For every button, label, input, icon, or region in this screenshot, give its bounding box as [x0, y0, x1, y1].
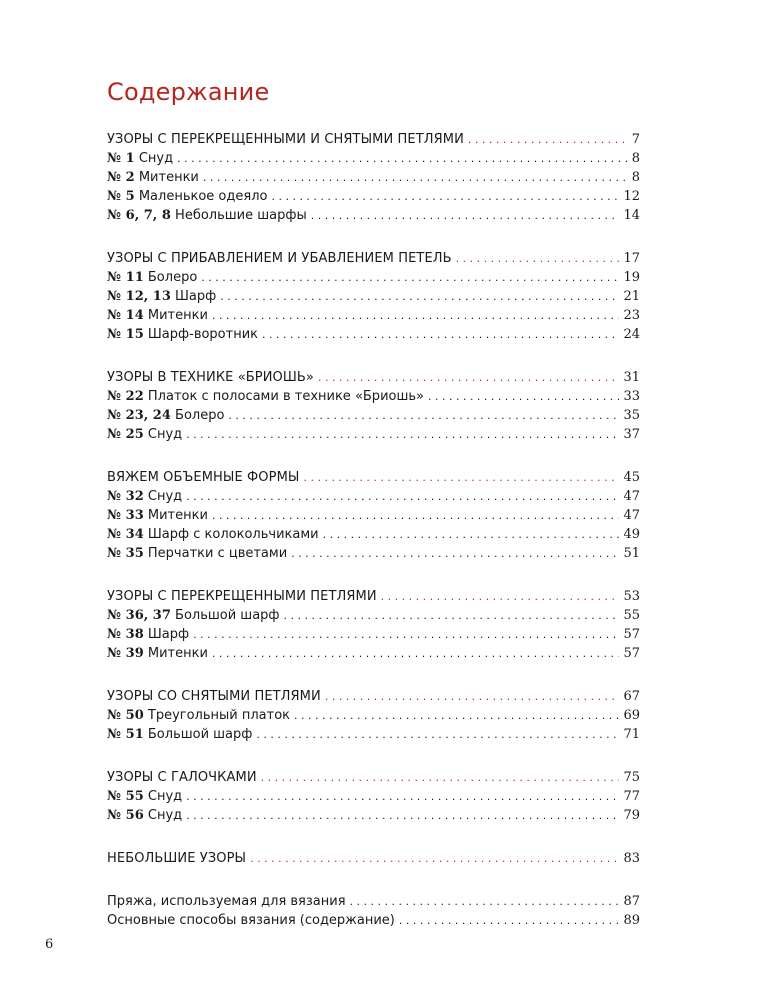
toc-entry[interactable]: [107, 306, 640, 325]
page-ref: 45: [623, 470, 640, 485]
page-number: 6: [45, 937, 54, 952]
toc-entry[interactable]: [107, 706, 640, 725]
dot-leader: [381, 587, 620, 606]
entry-label: Шарф-воротник: [147, 327, 259, 342]
entry-label: Шарф: [175, 289, 217, 304]
entry-title: [107, 606, 280, 625]
toc-entry[interactable]: [107, 168, 640, 187]
toc-section: [107, 130, 640, 225]
entry-label: Платок с полосами в технике «Бриошь»: [147, 389, 424, 404]
pattern-number: № 35: [107, 546, 144, 561]
toc-section-heading[interactable]: [107, 130, 640, 149]
pattern-number: № 38: [107, 627, 144, 642]
page-ref: 14: [623, 208, 640, 223]
toc-entry[interactable]: [107, 425, 640, 444]
entry-label: Митенки: [147, 646, 208, 661]
toc-entry[interactable]: [107, 606, 640, 625]
entry-label: УЗОРЫ С ПЕРЕКРЕЩЕННЫМИ ПЕТЛЯМИ: [107, 589, 377, 604]
entry-label: ВЯЖЕМ ОБЪЕМНЫЕ ФОРМЫ: [107, 470, 300, 485]
page-ref: 89: [623, 913, 640, 928]
dot-leader: [284, 606, 620, 625]
toc-section-heading[interactable]: [107, 768, 640, 787]
dot-leader: [262, 325, 619, 344]
page-ref: 77: [623, 789, 640, 804]
pattern-number: № 56: [107, 808, 144, 823]
dot-leader: [186, 425, 619, 444]
dot-leader: [399, 911, 620, 930]
toc-section-heading[interactable]: [107, 587, 640, 606]
entry-title: [107, 406, 224, 425]
section-title: [107, 249, 452, 268]
entry-label: Митенки: [147, 308, 208, 323]
entry-title: [107, 544, 287, 563]
entry-label: Болеро: [147, 270, 198, 285]
page-ref: 12: [623, 189, 640, 204]
toc-entry[interactable]: [107, 187, 640, 206]
pattern-number: № 55: [107, 789, 144, 804]
page-ref: 33: [623, 389, 640, 404]
page-ref: 69: [623, 708, 640, 723]
page-title: Содержание: [107, 78, 270, 107]
entry-title: [107, 306, 208, 325]
entry-label: Треугольный платок: [147, 708, 291, 723]
entry-title: [107, 787, 182, 806]
entry-label: Снуд: [147, 789, 183, 804]
pattern-number: № 51: [107, 727, 144, 742]
entry-label: Снуд: [147, 489, 183, 504]
dot-leader: [303, 468, 619, 487]
entry-label: НЕБОЛЬШИЕ УЗОРЫ: [107, 851, 247, 866]
entry-title: [107, 268, 197, 287]
pattern-number: № 23, 24: [107, 408, 171, 423]
section-title: [107, 687, 321, 706]
entry-label: Болеро: [175, 408, 225, 423]
page-ref: 23: [623, 308, 640, 323]
toc-entry[interactable]: [107, 892, 640, 911]
page-ref: 37: [623, 427, 640, 442]
entry-label: Снуд: [147, 808, 183, 823]
page-ref: 79: [623, 808, 640, 823]
dot-leader: [261, 768, 620, 787]
entry-title: [107, 644, 208, 663]
section-title: [107, 587, 377, 606]
dot-leader: [428, 387, 619, 406]
dot-leader: [228, 406, 619, 425]
toc-entry[interactable]: [107, 325, 640, 344]
pattern-number: № 1: [107, 151, 135, 166]
toc-entry[interactable]: [107, 806, 640, 825]
dot-leader: [250, 849, 619, 868]
entry-label: Большой шарф: [147, 727, 253, 742]
toc-entry[interactable]: [107, 544, 640, 563]
entry-title: [107, 892, 346, 911]
section-title: [107, 468, 299, 487]
toc-entry[interactable]: [107, 268, 640, 287]
entry-title: [107, 206, 307, 225]
page-ref: 57: [623, 627, 640, 642]
dot-leader: [325, 687, 620, 706]
toc-entry[interactable]: [107, 625, 640, 644]
entry-title: [107, 506, 208, 525]
toc-section: [107, 849, 640, 868]
page-ref: 87: [623, 894, 640, 909]
toc-section: [107, 368, 640, 444]
dot-leader: [186, 787, 619, 806]
entry-label: Основные способы вязания (содержание): [107, 913, 395, 928]
entry-label: Пряжа, используемая для вязания: [107, 894, 346, 909]
page-ref: 47: [623, 489, 640, 504]
entry-title: [107, 806, 182, 825]
toc-section-heading[interactable]: [107, 368, 640, 387]
dot-leader: [323, 525, 620, 544]
dot-leader: [456, 249, 620, 268]
page-ref: 55: [623, 608, 640, 623]
entry-title: [107, 287, 216, 306]
dot-leader: [311, 206, 620, 225]
entry-label: Митенки: [138, 170, 199, 185]
page-ref: 21: [623, 289, 640, 304]
pattern-number: № 50: [107, 708, 144, 723]
dot-leader: [193, 625, 619, 644]
page-ref: 49: [623, 527, 640, 542]
toc-entry[interactable]: [107, 387, 640, 406]
page-ref: 67: [623, 689, 640, 704]
section-title: [107, 768, 257, 787]
dot-leader: [256, 725, 619, 744]
toc-entry[interactable]: [107, 487, 640, 506]
entry-title: [107, 525, 319, 544]
dot-leader: [212, 306, 620, 325]
section-title: [107, 368, 314, 387]
pattern-number: № 6, 7, 8: [107, 208, 171, 223]
page-ref: 7: [631, 132, 640, 147]
toc-section-heading[interactable]: [107, 468, 640, 487]
section-title: [107, 849, 246, 868]
pattern-number: № 2: [107, 170, 135, 185]
entry-label: Митенки: [147, 508, 208, 523]
entry-title: [107, 725, 252, 744]
entry-title: [107, 168, 199, 187]
entry-label: Большой шарф: [175, 608, 280, 623]
toc-section: [107, 768, 640, 825]
page-ref: 83: [623, 851, 640, 866]
dot-leader: [271, 187, 619, 206]
entry-label: Перчатки с цветами: [147, 546, 288, 561]
dot-leader: [350, 892, 620, 911]
toc-entry[interactable]: [107, 406, 640, 425]
toc-section: [107, 687, 640, 744]
section-title: [107, 130, 464, 149]
entry-title: [107, 149, 173, 168]
toc-entry[interactable]: [107, 725, 640, 744]
entry-label: УЗОРЫ С ПЕРЕКРЕЩЕННЫМИ И СНЯТЫМИ ПЕТЛЯМИ: [107, 132, 464, 147]
page-ref: 71: [623, 727, 640, 742]
pattern-number: № 34: [107, 527, 144, 542]
page-ref: 35: [623, 408, 640, 423]
pattern-number: № 11: [107, 270, 144, 285]
page-ref: 24: [623, 327, 640, 342]
toc-section-heading[interactable]: [107, 249, 640, 268]
entry-label: Снуд: [147, 427, 183, 442]
entry-label: Маленькое одеяло: [138, 189, 268, 204]
toc-section-heading[interactable]: [107, 849, 640, 868]
dot-leader: [212, 644, 620, 663]
pattern-number: № 12, 13: [107, 289, 171, 304]
page-ref: 53: [623, 589, 640, 604]
dot-leader: [201, 268, 619, 287]
entry-label: Небольшие шарфы: [175, 208, 307, 223]
entry-title: [107, 187, 267, 206]
entry-label: УЗОРЫ В ТЕХНИКЕ «БРИОШЬ»: [107, 370, 314, 385]
pattern-number: № 15: [107, 327, 144, 342]
pattern-number: № 22: [107, 389, 144, 404]
table-of-contents: [107, 130, 640, 930]
toc-entry[interactable]: [107, 525, 640, 544]
dot-leader: [220, 287, 619, 306]
entry-title: [107, 325, 258, 344]
pattern-number: № 32: [107, 489, 144, 504]
entry-title: [107, 487, 182, 506]
pattern-number: № 33: [107, 508, 144, 523]
entry-label: Снуд: [138, 151, 174, 166]
entry-label: УЗОРЫ С ПРИБАВЛЕНИЕМ И УБАВЛЕНИЕМ ПЕТЕЛЬ: [107, 251, 452, 266]
toc-entry[interactable]: [107, 506, 640, 525]
page-ref: 17: [623, 251, 640, 266]
toc-section: [107, 468, 640, 563]
toc-entry[interactable]: [107, 911, 640, 930]
toc-section-heading[interactable]: [107, 687, 640, 706]
page-ref: 57: [623, 646, 640, 661]
page-ref: 19: [623, 270, 640, 285]
entry-title: [107, 425, 182, 444]
pattern-number: № 36, 37: [107, 608, 171, 623]
page-ref: 47: [623, 508, 640, 523]
toc-entry[interactable]: [107, 287, 640, 306]
toc-section: [107, 587, 640, 663]
entry-title: [107, 706, 290, 725]
page-ref: 75: [623, 770, 640, 785]
toc-entry[interactable]: [107, 206, 640, 225]
page-ref: 8: [631, 151, 640, 166]
dot-leader: [468, 130, 628, 149]
toc-entry[interactable]: [107, 644, 640, 663]
entry-title: [107, 387, 424, 406]
toc-section: [107, 249, 640, 344]
entry-title: [107, 625, 189, 644]
toc-entry[interactable]: [107, 149, 640, 168]
page-ref: 51: [623, 546, 640, 561]
entry-label: УЗОРЫ СО СНЯТЫМИ ПЕТЛЯМИ: [107, 689, 321, 704]
toc-section: [107, 892, 640, 930]
dot-leader: [203, 168, 628, 187]
dot-leader: [294, 706, 619, 725]
entry-label: Шарф: [147, 627, 190, 642]
entry-label: Шарф с колокольчиками: [147, 527, 319, 542]
toc-entry[interactable]: [107, 787, 640, 806]
dot-leader: [212, 506, 620, 525]
pattern-number: № 14: [107, 308, 144, 323]
page-ref: 8: [631, 170, 640, 185]
pattern-number: № 39: [107, 646, 144, 661]
entry-title: [107, 911, 395, 930]
page-ref: 31: [623, 370, 640, 385]
pattern-number: № 25: [107, 427, 144, 442]
dot-leader: [318, 368, 619, 387]
dot-leader: [177, 149, 628, 168]
entry-label: УЗОРЫ С ГАЛОЧКАМИ: [107, 770, 257, 785]
pattern-number: № 5: [107, 189, 135, 204]
dot-leader: [291, 544, 619, 563]
dot-leader: [186, 806, 619, 825]
dot-leader: [186, 487, 619, 506]
